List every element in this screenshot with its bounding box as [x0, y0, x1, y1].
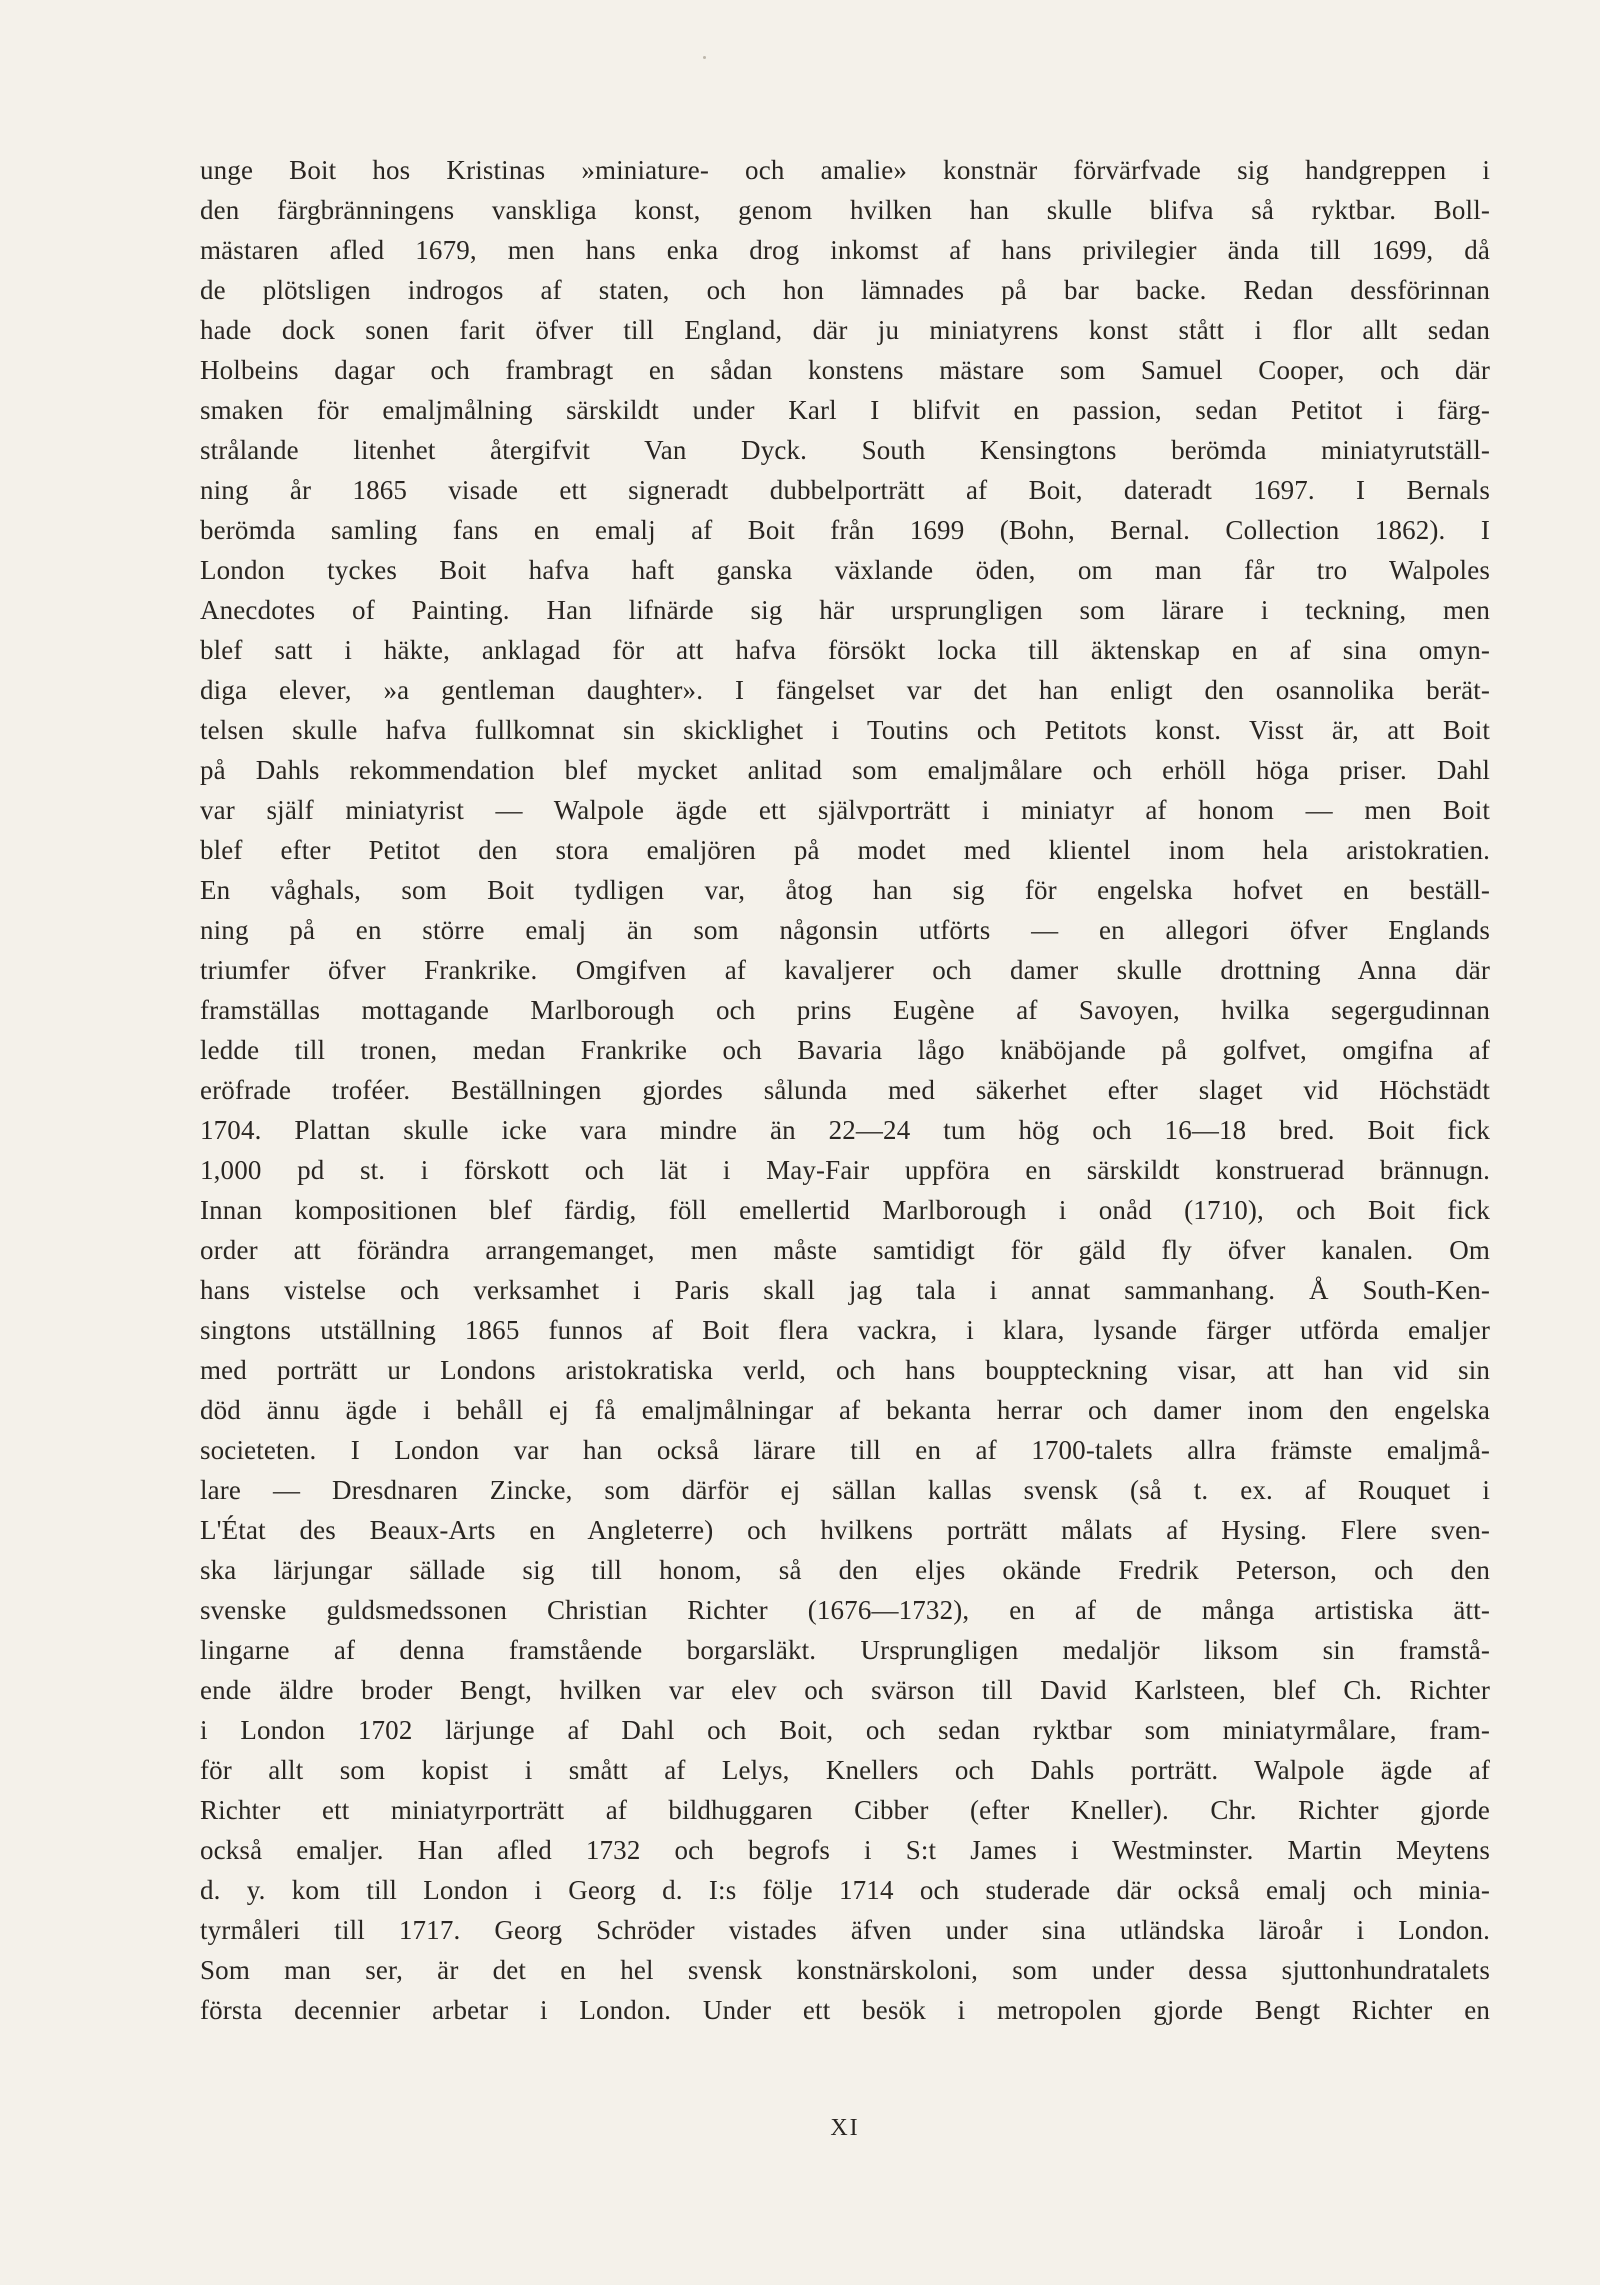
- text-line: smaken för emaljmålning särskildt under Karl I blifvit en passion, sedan Petitot i färg-: [200, 395, 1490, 425]
- text-line: 1,000 pd st. i förskott och lät i May-Fair uppföra en särskildt konstruerad brännugn.: [200, 1155, 1490, 1185]
- text-line: framställas mottagande Marlborough och prins Eugène af Savoyen, hvilka segergudinnan: [200, 995, 1490, 1025]
- text-line: på Dahls rekommendation blef mycket anlitad som emaljmålare och erhöll höga priser. Dahl: [200, 755, 1490, 785]
- text-line: Holbeins dagar och frambragt en sådan konstens mästare som Samuel Cooper, och där: [200, 355, 1490, 385]
- text-line: societeten. I London var han också lärare till en af 1700-talets allra främste emaljmå-: [200, 1435, 1490, 1465]
- text-line: lingarne af denna framstående borgarsläkt. Ursprungligen medaljör liksom sin framstå-: [200, 1635, 1490, 1665]
- text-line: blef satt i häkte, anklagad för att hafva försökt locka till äktenskap en af sina omyn-: [200, 635, 1490, 665]
- text-line: mästaren afled 1679, men hans enka drog inkomst af hans privilegier ända till 1699, då: [200, 235, 1490, 265]
- text-line: strålande litenhet återgifvit Van Dyck. South Kensingtons berömda miniatyrutställ-: [200, 435, 1490, 465]
- book-page: [200, 150, 1490, 2150]
- text-line: med porträtt ur Londons aristokratiska verld, och hans bouppteckning visar, att han vid sin: [200, 1355, 1490, 1385]
- paper-speck: [703, 56, 706, 59]
- text-line: telsen skulle hafva fullkomnat sin skicklighet i Toutins och Petitots konst. Visst är, att Boit: [200, 715, 1490, 745]
- text-line: ledde till tronen, medan Frankrike och Bavaria lågo knäböjande på golfvet, omgifna af: [200, 1035, 1490, 1065]
- text-line: singtons utställning 1865 funnos af Boit flera vackra, i klara, lysande färger utförda emaljer: [200, 1315, 1490, 1345]
- text-line: tyrmåleri till 1717. Georg Schröder vistades äfven under sina utländska läroår i London.: [200, 1915, 1490, 1945]
- text-line: död ännu ägde i behåll ej få emaljmålningar af bekanta herrar och damer inom den engelska: [200, 1395, 1490, 1425]
- text-line: hade dock sonen farit öfver till England, där ju miniatyrens konst stått i flor allt sedan: [200, 315, 1490, 345]
- text-line: L'État des Beaux-Arts en Angleterre) och hvilkens porträtt målats af Hysing. Flere sven-: [200, 1515, 1490, 1545]
- text-line: ning på en större emalj än som någonsin utförts — en allegori öfver Englands: [200, 915, 1490, 945]
- body-text: [200, 150, 1490, 2030]
- page-number: XI: [830, 2115, 860, 2141]
- text-line: Som man ser, är det en hel svensk konstnärskoloni, som under dessa sjuttonhundratalets: [200, 1955, 1490, 1985]
- text-line: diga elever, »a gentleman daughter». I fängelset var det han enligt den osannolika berät-: [200, 675, 1490, 705]
- text-line: hans vistelse och verksamhet i Paris skall jag tala i annat sammanhang. Å South-Ken-: [200, 1275, 1490, 1305]
- text-line: Richter ett miniatyrporträtt af bildhuggaren Cibber (efter Kneller). Chr. Richter gjorde: [200, 1795, 1490, 1825]
- text-line: En våghals, som Boit tydligen var, åtog han sig för engelska hofvet en beställ-: [200, 875, 1490, 905]
- text-line: d. y. kom till London i Georg d. I:s följe 1714 och studerade där också emalj och minia-: [200, 1875, 1490, 1905]
- text-line: för allt som kopist i smått af Lelys, Knellers och Dahls porträtt. Walpole ägde af: [200, 1755, 1490, 1785]
- text-line: var själf miniatyrist — Walpole ägde ett självporträtt i miniatyr af honom — men Boit: [200, 795, 1490, 825]
- text-line: ning år 1865 visade ett signeradt dubbelporträtt af Boit, dateradt 1697. I Bernals: [200, 475, 1490, 505]
- text-line: svenske guldsmedssonen Christian Richter (1676—1732), en af de många artistiska ätt-: [200, 1595, 1490, 1625]
- text-line: triumfer öfver Frankrike. Omgifven af kavaljerer och damer skulle drottning Anna där: [200, 955, 1490, 985]
- text-line: i London 1702 lärjunge af Dahl och Boit, och sedan ryktbar som miniatyrmålare, fram-: [200, 1715, 1490, 1745]
- text-line: ska lärjungar sällade sig till honom, så den eljes okände Fredrik Peterson, och den: [200, 1555, 1490, 1585]
- text-line: eröfrade troféer. Beställningen gjordes sålunda med säkerhet efter slaget vid Höchstädt: [200, 1075, 1490, 1105]
- text-line: blef efter Petitot den stora emaljören på modet med klientel inom hela aristokratien.: [200, 835, 1490, 865]
- text-line: order att förändra arrangemanget, men måste samtidigt för gäld fly öfver kanalen. Om: [200, 1235, 1490, 1265]
- text-line: första decennier arbetar i London. Under ett besök i metropolen gjorde Bengt Richter en: [200, 1995, 1490, 2025]
- text-line: de plötsligen indrogos af staten, och hon lämnades på bar backe. Redan dessförinnan: [200, 275, 1490, 305]
- text-line: 1704. Plattan skulle icke vara mindre än 22—24 tum hög och 16—18 bred. Boit fick: [200, 1115, 1490, 1145]
- text-line: berömda samling fans en emalj af Boit från 1699 (Bohn, Bernal. Collection 1862). I: [200, 515, 1490, 545]
- text-line: Anecdotes of Painting. Han lifnärde sig här ursprungligen som lärare i teckning, men: [200, 595, 1490, 625]
- text-line: lare — Dresdnaren Zincke, som därför ej sällan kallas svensk (så t. ex. af Rouquet i: [200, 1475, 1490, 1505]
- text-line: också emaljer. Han afled 1732 och begrofs i S:t James i Westminster. Martin Meytens: [200, 1835, 1490, 1865]
- text-line: ende äldre broder Bengt, hvilken var elev och svärson till David Karlsteen, blef Ch. Richter: [200, 1675, 1490, 1705]
- text-line: den färgbränningens vanskliga konst, genom hvilken han skulle blifva så ryktbar. Boll-: [200, 195, 1490, 225]
- text-line: unge Boit hos Kristinas »miniature- och amalie» konstnär förvärfvade sig handgreppen i: [200, 155, 1490, 185]
- text-line: London tyckes Boit hafva haft ganska växlande öden, om man får tro Walpoles: [200, 555, 1490, 585]
- text-line: Innan kompositionen blef färdig, föll emellertid Marlborough i onåd (1710), och Boit fick: [200, 1195, 1490, 1225]
